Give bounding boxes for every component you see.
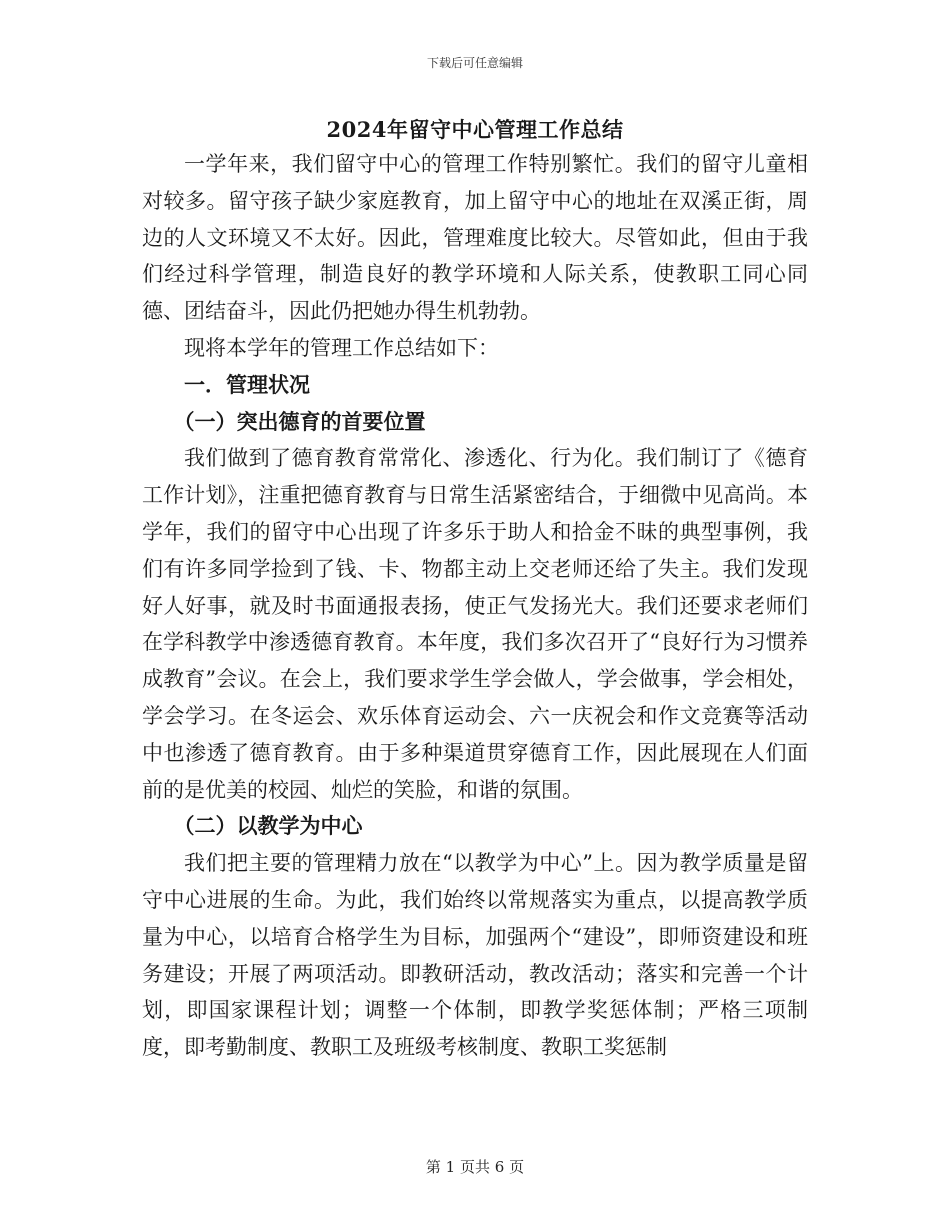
document-body	[142, 146, 808, 1066]
section-heading: 一．管理状况	[184, 371, 310, 397]
page-footer: 第 1 页共 6 页	[425, 1158, 525, 1176]
intro-paragraph: 现将本学年的管理工作总结如下：	[184, 335, 499, 360]
subsection-heading: （一）突出德育的首要位置	[173, 408, 426, 434]
subsection-heading: （二）以教学为中心	[173, 813, 363, 839]
intro-paragraph: 一学年来，我们留守中心的管理工作特别繁忙。我们的留守儿童相对较多。留守孩子缺少家庭教育，加上留守中心的地址在双溪正街，周边的人文环境又不太好。因此，管理难度比较大。尽管如此，但由于我们经过科学管理，制造良好的教学环境和人际关系，使教职工同心同德、团结奋斗，因此仍把她办得生机勃勃。	[142, 152, 808, 324]
page-header: 下载后可任意编辑	[426, 56, 523, 70]
body-paragraph: 我们做到了德育教育常常化、渗透化、行为化。我们制订了《德育工作计划》，注重把德育教育与日常生活紧密结合，于细微中见高尚。本学年，我们的留守中心出现了许多乐于助人和拾金不昧的典型事例，我们有许多同学捡到了钱、卡、物都主动上交老师还给了失主。我们发现好人好事，就及时书面通报表扬，使正气发扬光大。我们还要求老师们在学科教学中渗透德育教育。本年度，我们多次召开了“良好行为习惯养成教育”会议。在会上，我们要求学生学会做人，学会做事，学会相处，学会学习。在冬运会、欢乐体育运动会、六一庆祝会和作文竞赛等活动中也渗透了德育教育。由于多种渠道贯穿德育工作，因此展现在人们面前的是优美的校园、灿烂的笑脸，和谐的氛围。	[142, 446, 808, 802]
document-title: 2024年留守中心管理工作总结	[326, 117, 624, 142]
body-paragraph: 我们把主要的管理精力放在“以教学为中心”上。因为教学质量是留守中心进展的生命。为此，我们始终以常规落实为重点，以提高教学质量为中心，以培育合格学生为目标，加强两个“建设”，即师资建设和班务建设；开展了两项活动。即教研活动，教改活动；落实和完善一个计划，即国家课程计划；调整一个体制，即教学奖惩体制；严格三项制度，即考勤制度、教职工及班级考核制度、教职工奖惩制	[142, 851, 808, 1060]
